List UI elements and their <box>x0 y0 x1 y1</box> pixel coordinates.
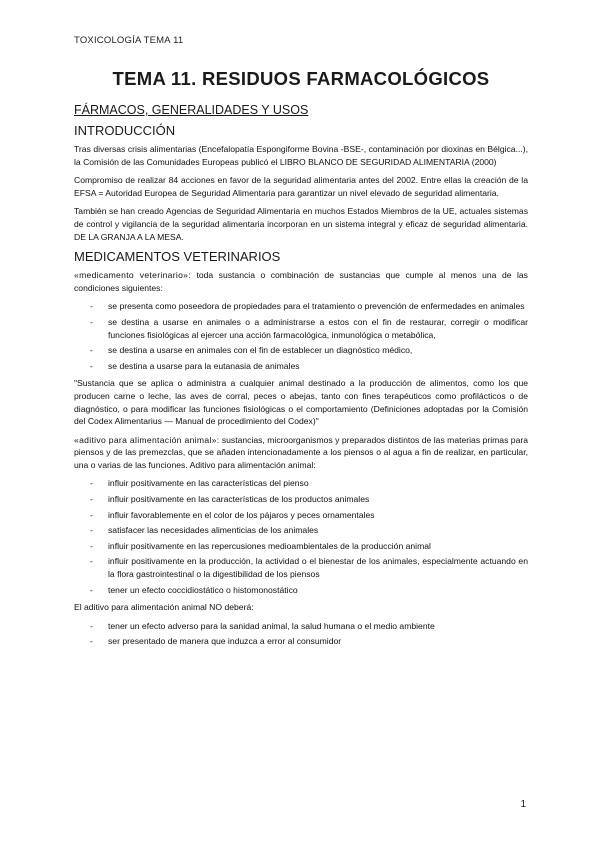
list-item <box>74 509 528 522</box>
list-item-text: tener un efecto adverso para la sanidad animal, la salud humana o el medio ambiente <box>108 620 435 631</box>
intro-paragraph-2: Compromiso de realizar 84 acciones en favor de la seguridad alimentaria antes del 2002. Entre ellas la creación de la EFSA = Autoridad Europea de Seguridad Alimentaria para garantizar un nivel elevado de seguridad alimentaria. <box>74 175 528 198</box>
bullet-dash: - <box>90 584 93 595</box>
list-item-text: se destina a usarse para la eutanasia de animales <box>108 360 300 371</box>
list-item <box>74 540 528 553</box>
page-number: 1 <box>520 799 526 810</box>
list-item-text: se destina a usarse en animales con el fin de establecer un diagnóstico médico, <box>108 345 413 356</box>
bullet-dash: - <box>90 301 93 312</box>
additive-definition-term: «aditivo para alimentación animal»: <box>74 434 220 445</box>
list-item-text: se destina a usarse en animales o a administrarse a estos con el fin de restaurar, corregir o modificar funciones fisiológicas al ejercer una acción farmacológica, inmunológica o metabólica, <box>108 316 528 340</box>
list-item-text: tener un efecto coccidiostático o histomonostático <box>108 584 298 595</box>
codex-quote: "Sustancia que se aplica o administra a cualquier animal destinado a la producción de alimentos, como los que producen carne o leche, las aves de corral, peces o abejas, tanto con fines terapéuticos como profilácticos o de diagnóstico, o para modificar las funciones fisiológicas o el comportamiento (Definiciones adoptadas por la Comisión del Codex Alimentarius — Manual de procedimiento del Codex)" <box>74 378 528 427</box>
section-title: FÁRMACOS, GENERALIDADES Y USOS <box>74 103 309 117</box>
list-item <box>74 300 528 313</box>
vet-definition <box>74 269 528 294</box>
list-item-text: influir positivamente en las características de los productos animales <box>108 494 370 505</box>
intro-paragraph-3: También se han creado Agencias de Seguridad Alimentaria en muchos Estados Miembros de la UE, actuales sistemas de control y vigilancia de la seguridad alimentaria incorporan en un sistema integral y eficaz de seguridad alimentaria. DE LA GRANJA A LA MESA. <box>74 206 528 242</box>
page-header: TOXICOLOGÍA TEMA 11 <box>74 35 184 46</box>
bullet-dash: - <box>90 556 93 567</box>
list-item-text: influir favorablemente en el color de los pájaros y peces ornamentales <box>108 509 375 520</box>
bullet-dash: - <box>90 540 93 551</box>
list-item <box>74 620 528 633</box>
list-item <box>74 584 528 597</box>
vet-definition-text: toda sustancia o combinación de sustancias que cumple al menos una de las condiciones siguientes: <box>74 270 528 293</box>
must-not-intro: El aditivo para alimentación animal NO deberá: <box>74 602 254 613</box>
additive-functions-list <box>74 477 528 596</box>
page-title: TEMA 11. RESIDUOS FARMACOLÓGICOS <box>112 68 490 89</box>
bullet-dash: - <box>90 509 93 520</box>
list-item-text: influir positivamente en las repercusiones medioambientales de la producción animal <box>108 540 431 551</box>
list-item <box>74 555 528 580</box>
intro-paragraph-1: Tras diversas crisis alimentarias (Encefalopatía Espongiforme Bovina -BSE-, contaminación por dioxinas en Bélgica...), la Comisión de las Comunidades Europeas publicó el LIBRO BLANCO DE SEGURIDAD ALIMENTARIA (2000) <box>74 144 528 167</box>
document-body <box>74 68 528 653</box>
list-item <box>74 524 528 537</box>
bullet-dash: - <box>90 360 93 371</box>
list-item <box>74 477 528 490</box>
list-item <box>74 635 528 648</box>
additive-definition-text: sustancias, microorganismos y preparados distintos de las materias primas para piensos y de las premezclas, que se añaden intencionadamente a los piensos o al agua a fin de realizar, en particular, una o varias de las funciones. Aditivo para alimentación animal: <box>74 434 529 470</box>
additive-definition <box>74 434 528 472</box>
bullet-dash: - <box>90 636 93 647</box>
list-item-text: ser presentado de manera que induzca a error al consumidor <box>108 636 342 647</box>
list-item-text: se presenta como poseedora de propiedades para el tratamiento o prevención de enfermedades en animales <box>108 301 525 312</box>
vet-definition-term: «medicamento veterinario»: <box>74 270 191 281</box>
intro-heading: INTRODUCCIÓN <box>74 123 176 138</box>
list-item-text: influir positivamente en las características del pienso <box>108 478 309 489</box>
vet-conditions-list <box>74 300 528 372</box>
list-item <box>74 316 528 341</box>
bullet-dash: - <box>90 345 93 356</box>
list-item-text: satisfacer las necesidades alimenticias de los animales <box>108 525 319 536</box>
bullet-dash: - <box>90 316 93 327</box>
bullet-dash: - <box>90 478 93 489</box>
must-not-list <box>74 620 528 648</box>
bullet-dash: - <box>90 494 93 505</box>
list-item <box>74 360 528 373</box>
vet-heading: MEDICAMENTOS VETERINARIOS <box>74 249 281 265</box>
list-item <box>74 344 528 357</box>
bullet-dash: - <box>90 620 93 631</box>
bullet-dash: - <box>90 525 93 536</box>
list-item-text: influir positivamente en la producción, la actividad o el bienestar de los animales, especialmente actuando en la flora gastrointestinal o la digestibilidad de los piensos <box>108 556 528 580</box>
list-item <box>74 493 528 506</box>
